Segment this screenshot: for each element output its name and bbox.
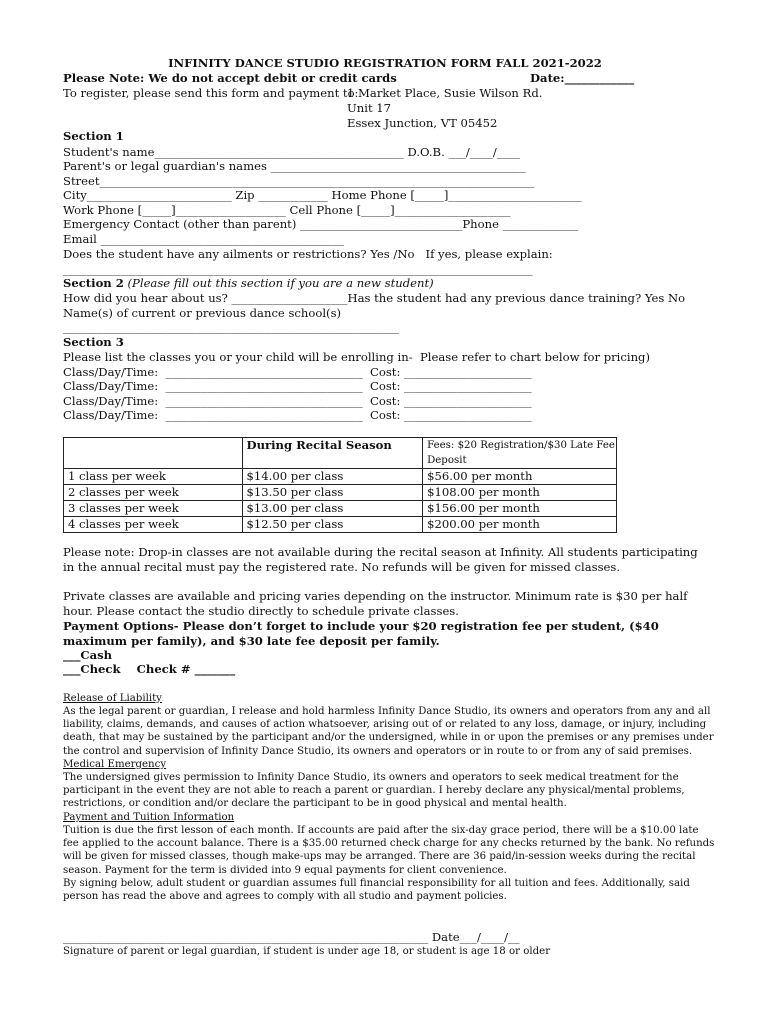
ailments-question: Does the student have any ailments or restrictions? Yes /No If yes, please explain:	[63, 247, 553, 261]
previous-school-label: Name(s) of current or previous dance school(s)	[63, 306, 342, 320]
work-cell-phone-field[interactable]: Work Phone [_____]___________________ Cell Phone [_____]____________________	[63, 203, 511, 217]
release-text: As the legal parent or guardian, I release and hold harmless Infinity Dance Studio, its owners and operators from any and all liability, claims, demands, and causes of action whatsoever, arising out of or related to any loss, damage, or injury, including death, that may be sustained by the participant and/or the undersigned, while in or upon the premises or any premises under the control and supervision of Infinity Dance Studio, its owners and operators or in route to or from any of said premises.	[63, 706, 714, 757]
pricing-per-class-cell: $13.50 per class	[242, 485, 423, 501]
responsibility-text: By signing below, adult student or guardian assumes full financial responsibility for all tuition and fees. Additionally, said person has read the above and agrees to comply with all studio and payment policies.	[63, 878, 690, 903]
previous-school-line[interactable]: __________________________________________________________	[63, 320, 400, 334]
payment-note: Please Note: We do not accept debit or credit cards	[63, 71, 397, 85]
tuition-text: Tuition is due the first lesson of each month. If accounts are paid after the six-day grace period, there will be a $10.00 late fee applied to the account balance. There is a $35.00 returned check charge for any checks returned by the bank. No refunds will be given for missed classes, though make-ups may be arranged. There are 36 paid/in-session weeks during the recital season. Payment for the term is divided into 9 equal payments for client convenience.	[63, 825, 715, 876]
signature-caption: Signature of parent or legal guardian, if student is under age 18, or student is age 18 or older	[63, 946, 551, 957]
section-2-heading: Section 2	[63, 276, 124, 290]
section-3-intro: Please list the classes you or your child will be enrolling in- Please refer to chart below for pricing)	[63, 350, 650, 364]
city-zip-phone-field[interactable]: City_________________________ Zip ____________ Home Phone [_____]_______________________	[63, 188, 582, 202]
form-title: INFINITY DANCE STUDIO REGISTRATION FORM FALL 2021-2022	[168, 56, 602, 70]
pricing-classes-cell: 1 class per week	[64, 469, 243, 485]
pricing-per-month-cell: $56.00 per month	[423, 469, 617, 485]
pricing-classes-cell: 4 classes per week	[64, 517, 243, 533]
section-3-heading: Section 3	[63, 335, 124, 349]
pricing-per-class-cell: $12.50 per class	[242, 517, 423, 533]
class-row[interactable]: Class/Day/Time: __________________________________ Cost: ______________________	[63, 365, 532, 379]
signature-line[interactable]: _______________________________________________________________ Date___/____/__	[63, 930, 520, 944]
release-heading: Release of Liability	[63, 693, 162, 704]
table-row	[64, 517, 617, 533]
medical-text: The undersigned gives permission to Infinity Dance Studio, its owners and operators to seek medical treatment for the participant in the event they are not able to reach a parent or guardian. I hereby declare any physical/mental problems, restrictions, or condition and/or declare the participant to be in good physical and mental health.	[63, 772, 685, 810]
class-row[interactable]: Class/Day/Time: __________________________________ Cost: ______________________	[63, 408, 532, 422]
table-row	[64, 485, 617, 501]
guardian-names-field[interactable]: Parent's or legal guardian's names ____________________________________________	[63, 159, 526, 173]
section-1-heading: Section 1	[63, 129, 124, 143]
check-option[interactable]: ___Check Check # _______	[63, 662, 236, 676]
section-2-subheading: (Please fill out this section if you are a new student)	[127, 276, 434, 290]
private-classes-note: Private classes are available and pricing varies depending on the instructor. Minimum rate is $30 per half hour. Please contact the studio directly to schedule private classes.	[63, 589, 688, 618]
street-field[interactable]: Street___________________________________________________________________________	[63, 174, 535, 188]
tuition-heading: Payment and Tuition Information	[63, 812, 235, 823]
pricing-per-month-cell: $108.00 per month	[423, 485, 617, 501]
dropin-note: Please note: Drop-in classes are not available during the recital season at Infinity. All students participating in the annual recital must pay the registered rate. No refunds will be given for missed classes.	[63, 545, 698, 574]
section-2-heading-row	[63, 276, 434, 291]
student-name-field[interactable]: Student's name___________________________________________ D.O.B. ___/____/____	[63, 145, 521, 159]
pricing-header-row	[64, 438, 617, 469]
emergency-contact-field[interactable]: Emergency Contact (other than parent) ____________________________Phone _____________	[63, 217, 578, 231]
cash-option[interactable]: ___Cash	[63, 648, 113, 662]
class-row[interactable]: Class/Day/Time: __________________________________ Cost: ______________________	[63, 394, 532, 408]
pricing-per-month-cell: $200.00 per month	[423, 517, 617, 533]
medical-heading: Medical Emergency	[63, 759, 167, 770]
pricing-classes-cell: 2 classes per week	[64, 485, 243, 501]
date-field[interactable]: Date:____________	[530, 71, 635, 85]
pricing-header-fees: Fees: $20 Registration/$30 Late Fee Deposit	[423, 438, 617, 469]
pricing-per-class-cell: $14.00 per class	[242, 469, 423, 485]
heard-about-us-field[interactable]: How did you hear about us? ____________________Has the student had any previous dance training? Yes No	[63, 291, 686, 305]
ailments-explain-line[interactable]: _________________________________________________________________________________	[63, 262, 533, 276]
pricing-header-empty	[64, 438, 243, 469]
pricing-header-recital: During Recital Season	[242, 438, 423, 469]
pricing-per-month-cell: $156.00 per month	[423, 501, 617, 517]
class-row[interactable]: Class/Day/Time: __________________________________ Cost: ______________________	[63, 379, 532, 393]
address-line-2: Unit 17	[347, 101, 392, 115]
table-row	[64, 469, 617, 485]
address-line-3: Essex Junction, VT 05452	[347, 116, 498, 130]
pricing-per-class-cell: $13.00 per class	[242, 501, 423, 517]
table-row	[64, 501, 617, 517]
pricing-table	[63, 437, 617, 533]
address-line-1: 1 Market Place, Susie Wilson Rd.	[347, 86, 543, 100]
payment-options-heading: Payment Options- Please don’t forget to include your $20 registration fee per student, ($40 maximum per family), and $30 late fee deposit per family.	[63, 619, 659, 648]
pricing-classes-cell: 3 classes per week	[64, 501, 243, 517]
email-field[interactable]: Email __________________________________________	[63, 232, 344, 246]
register-intro: To register, please send this form and payment to:	[63, 86, 359, 100]
